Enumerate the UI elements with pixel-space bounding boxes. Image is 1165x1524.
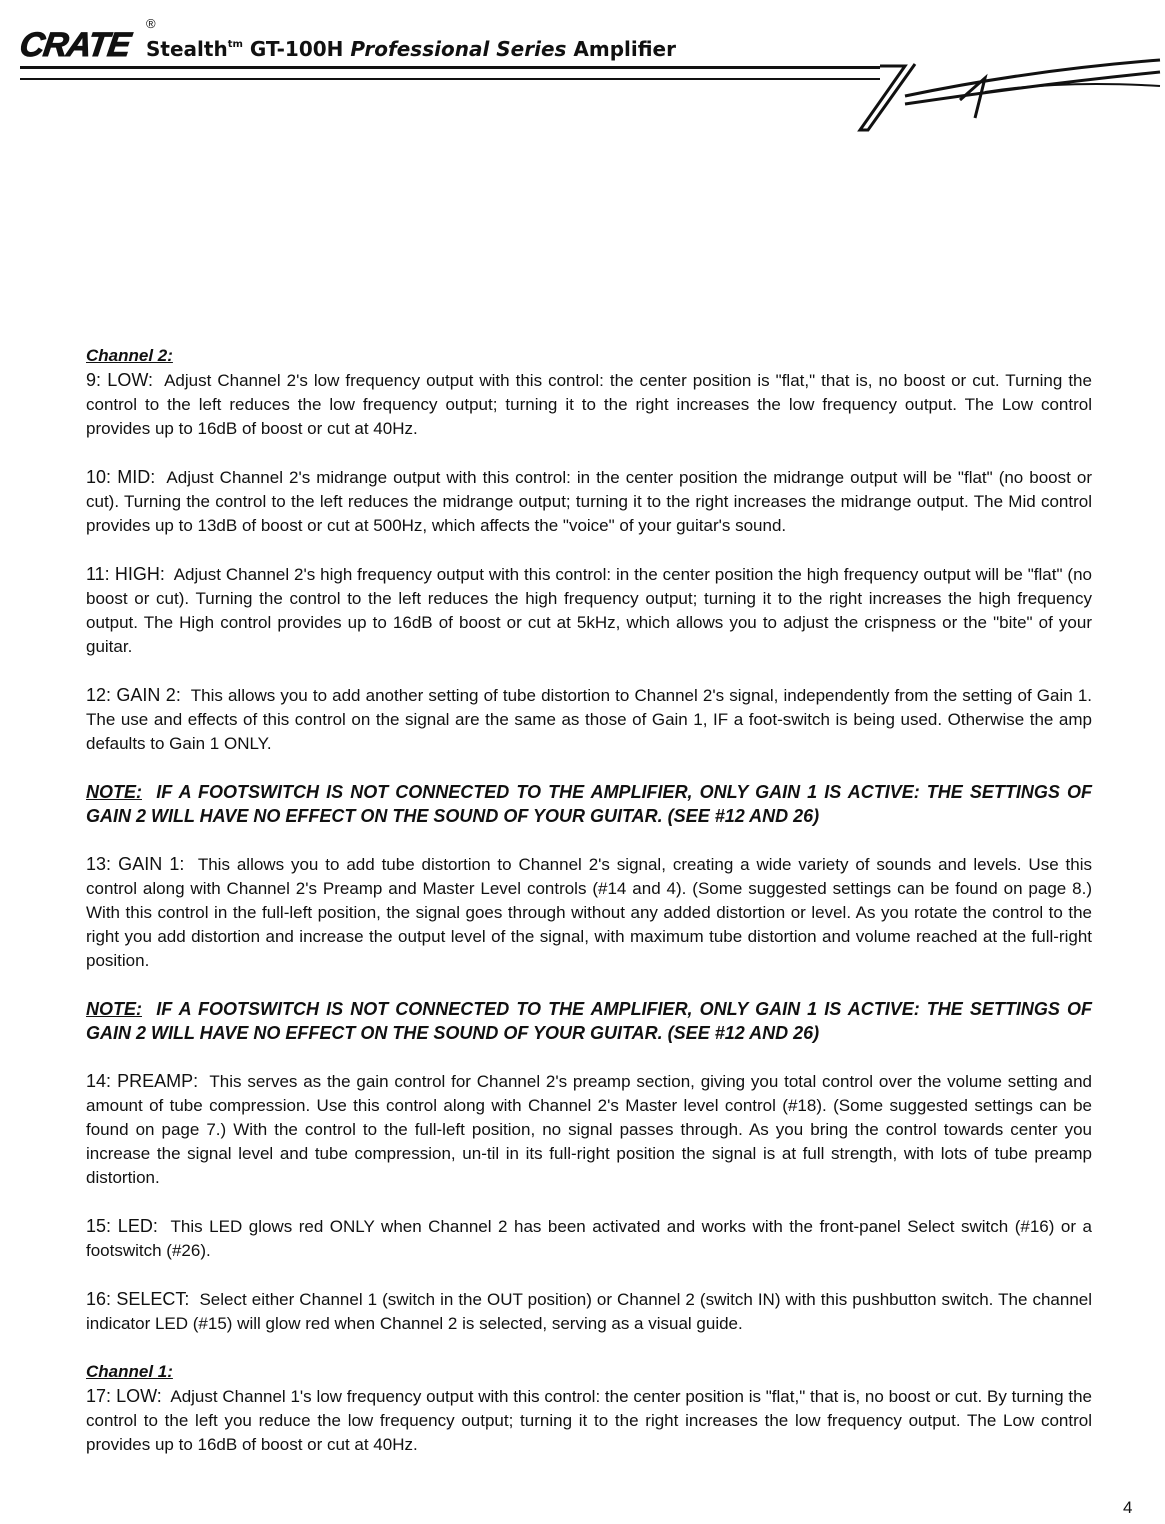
item-led	[86, 1214, 1092, 1263]
item-label: 15: LED:	[86, 1216, 158, 1236]
brand-logo: CRATE	[17, 26, 133, 64]
note-label: NOTE:	[86, 999, 142, 1019]
item-low-ch1	[86, 1384, 1092, 1457]
item-label: 16: SELECT:	[86, 1289, 190, 1309]
series-name: Professional Series	[350, 37, 567, 61]
item-text: This serves as the gain control for Channel 2's preamp section, giving you total control over the volume setting and amount of tube compression. Use this control along with Channel 2's Master level control (#18). (Some suggested settings can be found on page 7.) With the control to the full-left position, no signal passes through. As you bring the control towards center you increase the signal level and tube compression, un-til in its full-right position the signal is at full strength, with lots of tube preamp distortion.	[86, 1072, 1093, 1187]
item-label: 17: LOW:	[86, 1386, 162, 1406]
channel-1-heading: Channel 1:	[86, 1362, 173, 1381]
item-label: 9: LOW:	[86, 370, 153, 390]
item-mid-ch2	[86, 465, 1092, 538]
item-text: This allows you to add tube distortion to Channel 2's signal, creating a wide variety of sounds and levels. Use this control along with Channel 2's Preamp and Master Level controls (#14 and 4). (Some suggested settings can be found on page 8.) With this control in the full-left position, the signal goes through without any added distortion or level. As you rotate the control to the right you add distortion and increase the output level of the signal, with maximum tube distortion and volume reached at the full-right position.	[86, 855, 1092, 970]
page-header	[0, 0, 1165, 140]
item-label: 13: GAIN 1:	[86, 854, 185, 874]
item-text: This allows you to add another setting of tube distortion to Channel 2's signal, independently from the setting of Gain 1. The use and effects of this control on the signal are the same as those of Gain 1, IF a foot-switch is being used. Otherwise the amp defaults to Gain 1 ONLY.	[86, 686, 1092, 753]
item-select	[86, 1287, 1092, 1336]
item-low-ch2	[86, 368, 1092, 441]
registered-mark: ®	[146, 16, 156, 31]
item-preamp	[86, 1069, 1092, 1190]
note-label: NOTE:	[86, 782, 142, 802]
item-text: This LED glows red ONLY when Channel 2 has been activated and works with the front-panel Select switch (#16) or a footswitch (#26).	[86, 1217, 1092, 1260]
note-text: IF A FOOTSWITCH IS NOT CONNECTED TO THE AMPLIFIER, ONLY GAIN 1 IS ACTIVE: THE SETTINGS OF GAIN 2 WILL HAVE NO EFFECT ON THE SOUND OF YOUR GUITAR. (SEE #12 AND 26)	[86, 782, 1092, 826]
item-label: 12: GAIN 2:	[86, 685, 181, 705]
item-high-ch2	[86, 562, 1092, 659]
trademark-mark: tm	[227, 39, 243, 50]
footswitch-note-1	[86, 780, 1092, 828]
item-text: Adjust Channel 1's low frequency output with this control: the center position is "flat," that is, no boost or cut. By turning the control to the left you reduce the low frequency output; turning it to the right increases the low frequency output. The Low control provides up to 16dB of boost or cut at 40Hz.	[86, 1387, 1092, 1454]
model-name: Stealth	[146, 37, 228, 61]
item-gain-1	[86, 852, 1092, 973]
item-label: 11: HIGH:	[86, 564, 165, 584]
note-text: IF A FOOTSWITCH IS NOT CONNECTED TO THE AMPLIFIER, ONLY GAIN 1 IS ACTIVE: THE SETTINGS OF GAIN 2 WILL HAVE NO EFFECT ON THE SOUND OF YOUR GUITAR. (SEE #12 AND 26)	[86, 999, 1092, 1043]
item-text: Adjust Channel 2's high frequency output with this control: in the center position the high frequency output will be "flat" (no boost or cut). Turning the control to the left reduces the high frequency output; turning it to the right increases the high frequency output. The High control provides up to 16dB of boost or cut at 5kHz, which allows you to adjust the crispness or the "bite" of your guitar.	[86, 565, 1092, 656]
page-number: 4	[1123, 1498, 1133, 1517]
header-rule-graphic	[0, 0, 1165, 140]
item-text: Select either Channel 1 (switch in the OUT position) or Channel 2 (switch IN) with this pushbutton switch. The channel indicator LED (#15) will glow red when Channel 2 is selected, serving as a visual guide.	[86, 1290, 1093, 1333]
channel-2-heading: Channel 2:	[86, 346, 173, 365]
item-gain-2	[86, 683, 1092, 756]
product-type: Amplifier	[573, 37, 676, 61]
item-text: Adjust Channel 2's midrange output with this control: in the center position the midrange output will be "flat" (no boost or cut). Turning the control to the left reduces the midrange output; turning it to the right increases the midrange output. The Mid control provides up to 13dB of boost or cut at 500Hz, which affects the "voice" of your guitar's sound.	[86, 468, 1092, 535]
product-title	[146, 37, 676, 61]
item-label: 10: MID:	[86, 467, 156, 487]
footswitch-note-2	[86, 997, 1092, 1045]
manual-body	[86, 344, 1092, 1481]
item-label: 14: PREAMP:	[86, 1071, 199, 1091]
item-text: Adjust Channel 2's low frequency output with this control: the center position is "flat," that is, no boost or cut. Turning the control to the left reduces the low frequency output; turning it to the right increases the low frequency output. The Low control provides up to 16dB of boost or cut at 40Hz.	[86, 371, 1092, 438]
model-number: GT-100H	[249, 37, 344, 61]
